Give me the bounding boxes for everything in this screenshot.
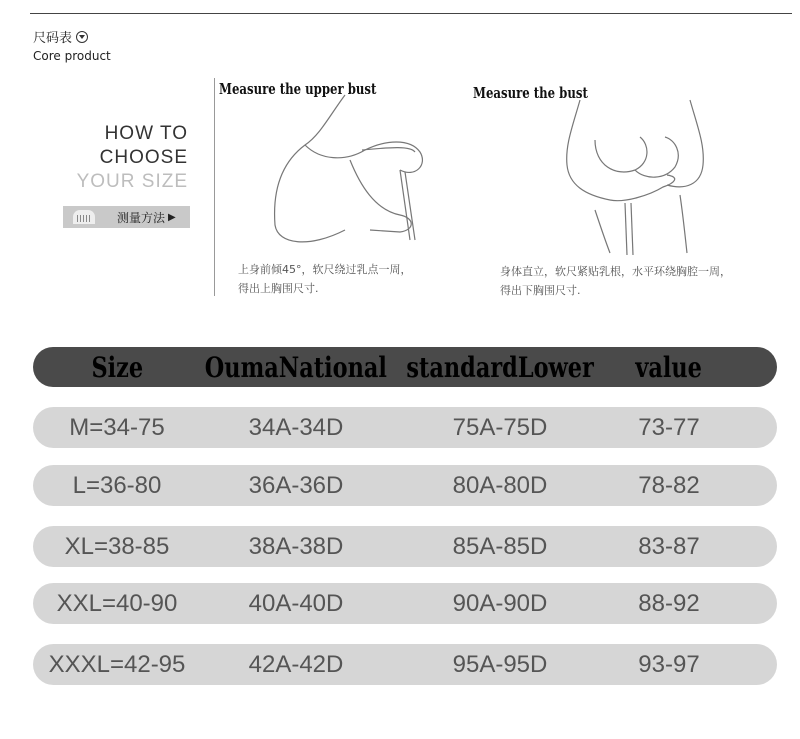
cell-value: 88-92: [638, 589, 700, 617]
tape-measure-icon: [73, 210, 95, 224]
cell-size: XXL=40-90: [56, 589, 178, 617]
table-row: [33, 465, 777, 506]
heading-line-1: HOW TO: [104, 123, 188, 144]
figure-1-note-line-2: 得出上胸围尺寸.: [238, 282, 319, 295]
figure-1-note-line-1: 上身前倾45°，软尺绕过乳点一周，: [238, 263, 412, 276]
cell-lower: 80A-80D: [452, 471, 548, 499]
cell-size: XXXL=42-95: [48, 650, 186, 678]
table-row: [33, 407, 777, 448]
how-to-choose-heading: [77, 122, 188, 194]
header-size: Size: [91, 350, 143, 384]
header-standard-lower: standardLower: [406, 350, 594, 384]
section-subtitle: Core product: [33, 49, 111, 63]
cell-national: 38A-38D: [248, 532, 344, 560]
table-row: [33, 644, 777, 685]
cell-national: 36A-36D: [248, 471, 344, 499]
cell-size: L=36-80: [72, 471, 162, 499]
figure-2-note: [500, 262, 731, 300]
cell-value: 83-87: [638, 532, 700, 560]
figure-1-caption: Measure the upper bust: [219, 80, 377, 98]
top-divider: [30, 13, 792, 14]
vertical-divider: [214, 78, 215, 296]
cell-national: 40A-40D: [248, 589, 344, 617]
cell-value: 78-82: [638, 471, 700, 499]
figure-2-note-line-1: 身体直立，软尺紧贴乳根，水平环绕胸腔一周，: [500, 265, 731, 278]
measure-method-label: 测量方法: [117, 210, 166, 225]
cell-national: 34A-34D: [248, 413, 344, 441]
play-arrow-icon: ▶: [168, 211, 176, 223]
header-ouma-national: OumaNational: [204, 350, 388, 384]
header-value: value: [635, 350, 703, 384]
section-title-text: 尺码表: [33, 31, 73, 46]
table-row: [33, 526, 777, 567]
table-row: [33, 583, 777, 624]
chevron-down-icon[interactable]: [76, 31, 88, 43]
cell-national: 42A-42D: [248, 650, 344, 678]
cell-size: XL=38-85: [64, 532, 170, 560]
figure-2-note-line-2: 得出下胸围尺寸.: [500, 284, 581, 297]
heading-line-2: CHOOSE: [99, 147, 188, 168]
heading-line-3: YOUR SIZE: [76, 171, 188, 192]
measure-method-button[interactable]: [63, 206, 190, 228]
cell-lower: 75A-75D: [452, 413, 548, 441]
cell-value: 73-77: [638, 413, 700, 441]
cell-size: M=34-75: [69, 413, 165, 441]
figure-1-note: [238, 260, 412, 298]
upper-bust-illustration: [250, 90, 450, 250]
cell-lower: 85A-85D: [452, 532, 548, 560]
table-header-row: [33, 347, 777, 387]
figure-2-caption: Measure the bust: [473, 84, 588, 102]
cell-lower: 90A-90D: [452, 589, 548, 617]
cell-lower: 95A-95D: [452, 650, 548, 678]
section-title: [33, 27, 88, 46]
bust-illustration: [555, 95, 725, 255]
cell-value: 93-97: [638, 650, 700, 678]
